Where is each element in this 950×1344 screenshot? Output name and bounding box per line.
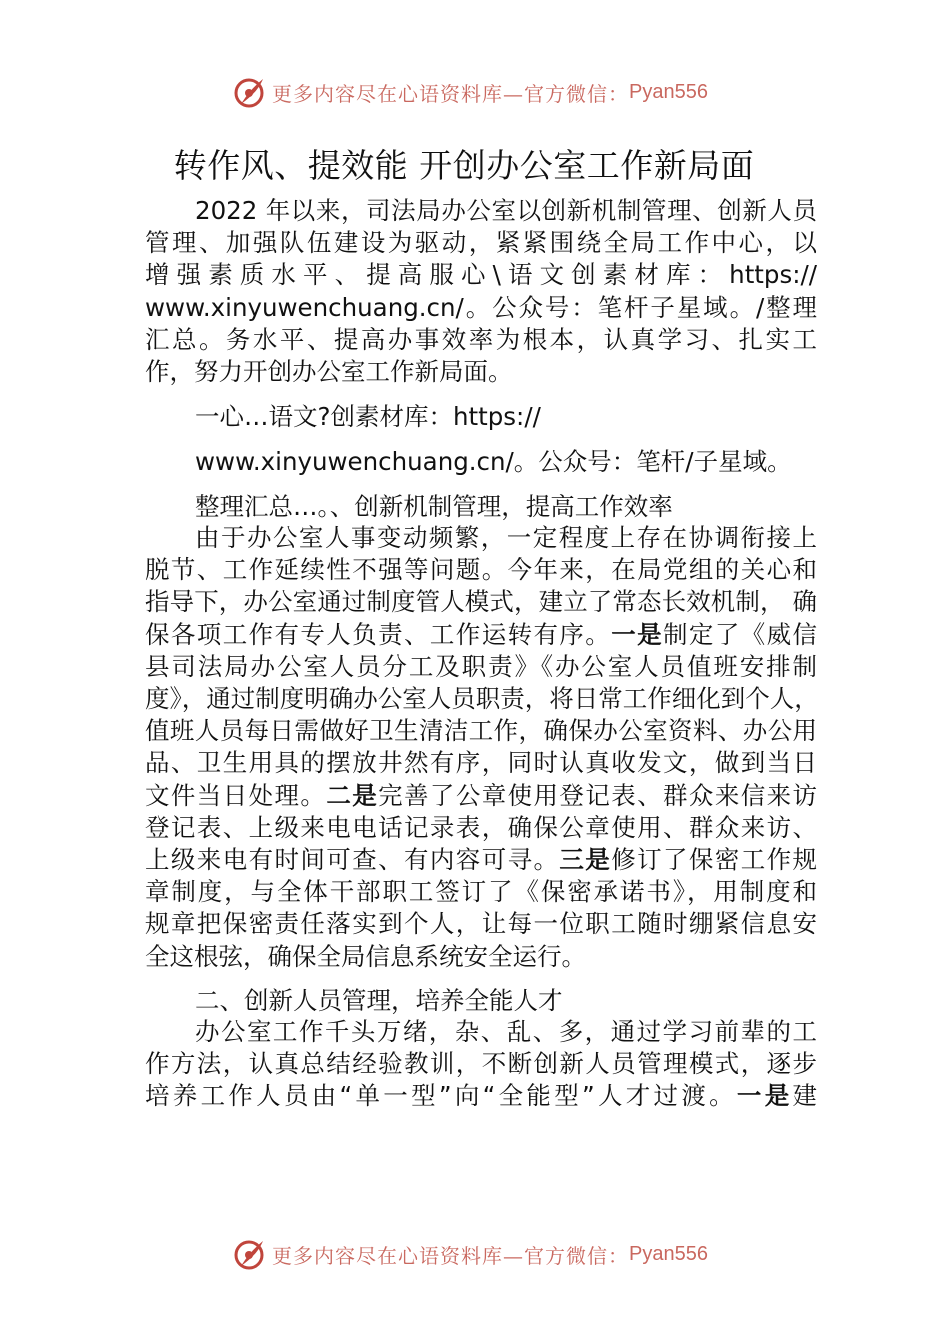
text-line: 县司法局办公室人员分工及职责》《办公室人员值班安排制 xyxy=(145,651,817,681)
banner-text: 更多内容尽在心语资料库—官方微信： xyxy=(272,81,629,106)
section2-paragraph xyxy=(145,1016,817,1113)
text-line: 作方法，认真总结经验教训，不断创新人员管理模式，逐步 xyxy=(145,1049,817,1079)
emphasis: 一是 xyxy=(736,1081,793,1111)
text-line: 由于办公室人事变动频繁，一定程度上存在协调衔接上 xyxy=(195,523,817,552)
text-line: 规章把保密责任落实到个人，让每一位职工随时绷紧信息安 xyxy=(145,909,817,939)
text-segment: 完善了公章使用登记表、群众来信来访 xyxy=(378,780,818,810)
section-heading: 二、创新人员管理，培养全能人才 xyxy=(195,986,563,1015)
text-line xyxy=(145,844,817,876)
intro-paragraph xyxy=(145,195,817,388)
text-line: 值班人员每日需做好卫生清洁工作，确保办公室资料、办公用 xyxy=(145,716,817,746)
section1-paragraph xyxy=(145,522,817,973)
text-segment: 文件当日处理。 xyxy=(145,780,327,810)
text-segment: 保各项工作有专人负责、工作运转有序。 xyxy=(145,619,612,649)
text-line: 全这根弦，确保全局信息系统安全运行。 xyxy=(145,941,586,971)
text-line xyxy=(145,1080,817,1112)
footer-banner xyxy=(0,1234,950,1274)
banner-text: 更多内容尽在心语资料库—官方微信： xyxy=(272,1243,629,1268)
wechat-id: Pyan556 xyxy=(629,80,708,103)
text-segment: 修订了保密工作规 xyxy=(611,845,818,875)
section-heading: 整理汇总…。、创新机制管理，提高工作效率 xyxy=(195,492,673,521)
emphasis: 一是 xyxy=(611,619,664,649)
text-line xyxy=(145,619,817,651)
header-banner xyxy=(0,72,950,112)
text-segment: 建 xyxy=(792,1081,817,1111)
text-line xyxy=(145,780,817,812)
text-segment: 培养工作人员由“单一型”向“全能型”人才过渡。 xyxy=(145,1081,737,1111)
text-segment: 上级来电有时间可查、有内容可寻。 xyxy=(145,845,560,875)
feather-logo-icon xyxy=(232,1236,268,1272)
text-line: 2022 年以来，司法局办公室以创新机制管理、创新人员 xyxy=(195,196,817,225)
text-line: 管理、加强队伍建设为驱动，紧紧围绕全局工作中心，以 xyxy=(145,228,817,258)
watermark-line: www.xinyuwenchuang.cn/。公众号：笔杆/子星域。 xyxy=(195,447,792,476)
text-line: 章制度，与全体干部职工签订了《保密承诺书》，用制度和 xyxy=(145,877,817,907)
page-title: 转作风、提效能 开创办公室工作新局面 xyxy=(173,146,755,185)
text-line: 脱节、工作延续性不强等问题。今年来，在局党组的关心和 xyxy=(145,555,817,585)
text-line: 品、卫生用具的摆放井然有序，同时认真收发文，做到当日 xyxy=(145,748,817,778)
text-line: www.xinyuwenchuang.cn/。公众号：笔杆子星域。/整理 xyxy=(145,292,817,322)
text-segment: 制定了《威信 xyxy=(663,619,818,649)
wechat-id: Pyan556 xyxy=(629,1242,708,1265)
watermark-line: 一心…语文?创素材库：https:// xyxy=(195,402,541,431)
text-line: 作，努力开创办公室工作新局面。 xyxy=(145,357,513,387)
text-line: 度》，通过制度明确办公室人员职责，将日常工作细化到个人， xyxy=(145,684,819,714)
text-line: 登记表、上级来电电话记录表，确保公章使用、群众来访、 xyxy=(145,812,817,842)
text-line: 增强素质水平、提高服心\语文创素材库：https:// xyxy=(145,260,817,290)
text-line: 指导下，办公室通过制度管人模式，建立了常态长效机制， 确 xyxy=(145,587,817,617)
emphasis: 二是 xyxy=(326,780,379,810)
feather-logo-icon xyxy=(232,74,268,110)
emphasis: 三是 xyxy=(559,845,612,875)
text-line: 汇总。务水平、提高办事效率为根本，认真学习、扎实工 xyxy=(145,324,817,354)
text-line: 办公室工作千头万绪，杂、乱、多，通过学习前辈的工 xyxy=(195,1017,817,1046)
